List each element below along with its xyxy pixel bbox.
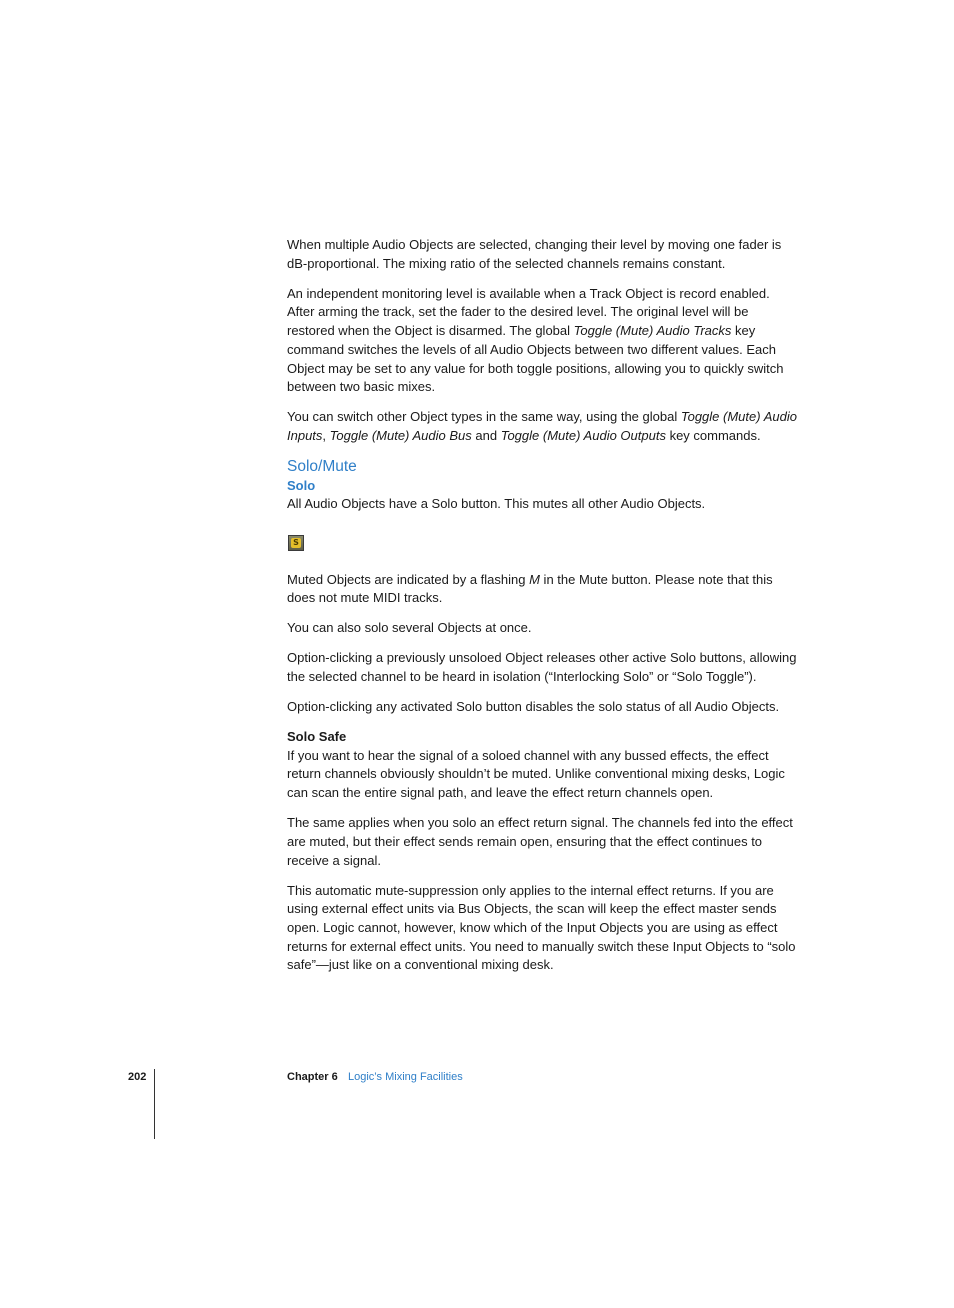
text-run: key command switches the levels of all Audio Objects between two different values. Each Object may be set to any value for both toggle positions, allowing you to quickly switch between two basic mixes. <box>287 323 784 395</box>
subheading-solo: Solo <box>287 477 316 493</box>
subheading-solo-safe: Solo Safe <box>287 729 347 745</box>
key-command-name: Toggle (Mute) Audio Tracks <box>573 323 732 339</box>
mute-letter: M <box>529 571 540 587</box>
footer-divider <box>154 1069 155 1139</box>
paragraph-other-object-types <box>287 408 799 445</box>
key-command-name: Toggle (Mute) Audio Inputs <box>287 409 797 443</box>
paragraph-solo-safe-2: The same applies when you solo an effect return signal. The channels fed into the effect are muted, but their effect sends remain open, ensuring that the effect continues to receive a signal. <box>287 815 793 868</box>
text-run: in the Mute button. Please note that this does not mute MIDI tracks. <box>287 571 773 606</box>
paragraph-solo-safe-3: This automatic mute-suppression only applies to the internal effect returns. If you are using external effect units via Bus Objects, the scan will keep the effect master sends open. Logic cannot, however, know which of the Input Objects you are using as effect returns for external effect units. You need to manually switch these Input Objects to “solo safe”—just like on a conventional mixing desk. <box>287 882 796 973</box>
footer-chapter-title-link[interactable]: Logic’s Mixing Facilities <box>348 1071 463 1083</box>
text-run: key commands. <box>665 427 761 443</box>
text-run: , <box>322 427 330 443</box>
text-run: and <box>471 427 501 443</box>
paragraph-solo-intro: All Audio Objects have a Solo button. This mutes all other Audio Objects. <box>287 495 706 511</box>
text-run: You can switch other Object types in the same way, using the global <box>287 409 681 425</box>
key-command-name: Toggle (Mute) Audio Outputs <box>500 427 666 443</box>
paragraph-option-click-activated: Option-clicking any activated Solo button disables the solo status of all Audio Objects. <box>287 699 780 715</box>
page-number: 202 <box>128 1071 147 1083</box>
section-heading-solo-mute: Solo/Mute <box>287 457 357 475</box>
text-run: Muted Objects are indicated by a flashing <box>287 571 530 587</box>
paragraph-monitoring-level <box>287 285 799 397</box>
page-body <box>287 236 799 986</box>
paragraph-muted-objects <box>287 571 799 608</box>
paragraph-solo-safe-1: If you want to hear the signal of a soloed channel with any bussed effects, the effect return channels obviously shouldn’t be muted. Unlike conventional mixing desks, Logic can scan the entire signal path, and leave the effect return channels open. <box>287 747 785 801</box>
text-run: An independent monitoring level is available when a Track Object is record enabled. After arming the track, set the fader to the desired level. The original level will be restored when the Object is disarmed. The global <box>287 285 770 339</box>
solo-button-icon <box>288 535 304 551</box>
paragraph-dB-proportional: When multiple Audio Objects are selected, changing their level by moving one fader is dB-proportional. The mixing ratio of the selected channels remains constant. <box>287 237 782 271</box>
key-command-name: Toggle (Mute) Audio Bus <box>329 427 472 443</box>
paragraph-option-click-unsoloed: Option-clicking a previously unsoloed Object releases other active Solo buttons, allowing the selected channel to be heard in isolation (“Interlocking Solo” or “Solo Toggle”). <box>287 650 797 685</box>
paragraph-solo-several: You can also solo several Objects at once. <box>287 620 532 636</box>
footer-chapter-label: Chapter 6 <box>287 1071 338 1083</box>
solo-button-glyph: S <box>291 538 301 548</box>
